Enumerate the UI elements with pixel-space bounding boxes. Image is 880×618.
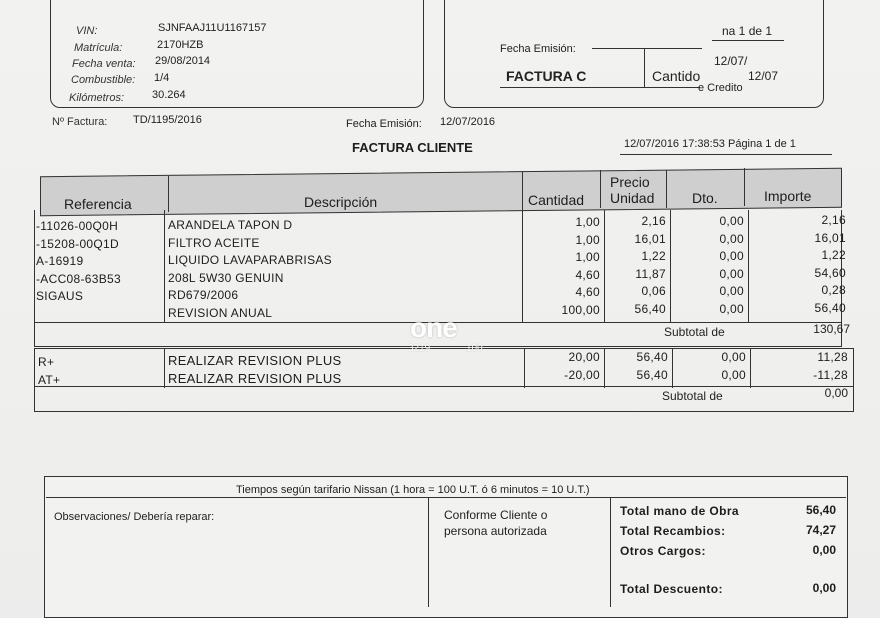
- fecha-venta-label: Fecha venta:: [72, 58, 136, 70]
- divider: [46, 497, 846, 498]
- cell-dto: 0,00: [719, 214, 744, 228]
- header-precio: Precio: [610, 174, 650, 190]
- matricula-label: Matrícula:: [74, 42, 123, 54]
- cell-cantidad: 1,00: [575, 232, 600, 247]
- divider: [744, 168, 745, 206]
- divider: [522, 210, 523, 322]
- credito-label: e Credito: [698, 82, 743, 94]
- cell-importe: 16,01: [814, 230, 846, 245]
- divider: [500, 87, 700, 88]
- vin-label: VIN:: [76, 25, 98, 37]
- cell-descripcion: REVISION ANUAL: [168, 305, 273, 320]
- cell-importe: 2,16: [821, 213, 846, 227]
- n-factura-label: Nº Factura:: [52, 116, 108, 128]
- subtotal-value-2: 0,00: [824, 386, 848, 400]
- total-label: Otros Cargos:: [620, 544, 706, 558]
- cell-cantidad: 100,00: [561, 302, 600, 317]
- vin-value: SJNFAAJ11U1167157: [158, 22, 267, 34]
- tiempos-note: Tiempos según tarifario Nissan (1 hora = 100 U.T. ó 6 minutos = 10 U.T.): [236, 484, 590, 496]
- n-factura-value: TD/1195/2016: [133, 114, 202, 126]
- header-referencia: Referencia: [64, 196, 132, 212]
- cell-importe: 0,28: [821, 283, 846, 297]
- divider: [748, 210, 749, 322]
- total-value: 0,00: [812, 581, 836, 595]
- watermark-right: 100: [466, 343, 483, 354]
- cell-cantidad: 20,00: [568, 350, 600, 364]
- cell-dto: 0,00: [719, 249, 744, 263]
- contado-label: Cantido: [652, 68, 701, 84]
- divider: [620, 154, 832, 155]
- cell-precio: 2,16: [641, 214, 666, 228]
- header-unidad: Unidad: [610, 190, 655, 206]
- table-header: [40, 168, 842, 216]
- divider: [164, 348, 165, 388]
- divider: [666, 170, 667, 208]
- cell-cantidad: 1,00: [575, 250, 600, 264]
- right-fecha-value-2: 12/07: [748, 69, 779, 83]
- divider: [672, 348, 673, 388]
- cell-referencia: A-16919: [36, 254, 84, 268]
- cell-precio: 1,22: [641, 249, 666, 263]
- cell-cantidad: 1,00: [575, 215, 600, 229]
- total-label: Total Recambios:: [620, 524, 726, 538]
- subtotal-label: Subtotal de: [664, 325, 725, 339]
- divider: [428, 497, 429, 607]
- cell-descripcion: REALIZAR REVISION PLUS: [168, 371, 342, 386]
- watermark-left: 3219: [408, 343, 431, 354]
- watermark-logo: one: [410, 312, 457, 343]
- divider: [164, 210, 165, 322]
- cell-descripcion: REALIZAR REVISION PLUS: [168, 353, 342, 368]
- km-value: 30.264: [152, 89, 186, 101]
- cell-referencia: SIGAUS: [36, 289, 84, 303]
- cell-dto: 0,00: [721, 368, 746, 382]
- page-title: FACTURA CLIENTE: [352, 140, 473, 155]
- datetime-page: 12/07/2016 17:38:53 Página 1 de 1: [624, 138, 796, 150]
- cell-dto: 0,00: [721, 350, 746, 364]
- page-of-label: na 1 de 1: [722, 24, 773, 38]
- divider: [168, 176, 169, 212]
- factura-type-label: FACTURA C: [506, 68, 587, 84]
- divider: [34, 386, 854, 387]
- observaciones-label: Observaciones/ Debería reparar:: [54, 511, 215, 523]
- total-label: Total mano de Obra: [620, 504, 739, 518]
- cell-referencia: R+: [38, 355, 55, 369]
- cell-dto: 0,00: [719, 301, 744, 316]
- cell-cantidad: -20,00: [564, 368, 600, 382]
- header-cantidad: Cantidad: [528, 192, 585, 208]
- cell-importe: -11,28: [813, 368, 848, 382]
- cell-referencia: -15208-00Q1D: [36, 236, 119, 251]
- cell-cantidad: 4,60: [575, 285, 600, 299]
- cell-importe: 1,22: [821, 248, 846, 262]
- conforme-line-1: Conforme Cliente o: [444, 508, 548, 522]
- cell-referencia: -11026-00Q0H: [36, 219, 119, 233]
- divider: [592, 48, 702, 49]
- cell-importe: 54,60: [814, 265, 846, 280]
- cell-referencia: -ACC08-63B53: [36, 271, 121, 286]
- cell-descripcion: LIQUIDO LAVAPARABRISAS: [168, 253, 332, 267]
- cell-importe: 56,40: [814, 300, 846, 315]
- cell-precio: 56,40: [636, 350, 668, 364]
- cell-descripcion: ARANDELA TAPON D: [168, 218, 293, 232]
- divider: [522, 172, 523, 210]
- cell-cantidad: 4,60: [575, 267, 600, 282]
- cell-dto: 0,00: [719, 231, 744, 246]
- right-fecha-label: Fecha Emisión:: [500, 43, 576, 55]
- subtotal-value: 130,67: [813, 322, 850, 336]
- divider: [610, 497, 611, 607]
- km-label: Kilómetros:: [69, 92, 125, 104]
- total-value: 0,00: [812, 543, 836, 557]
- divider: [644, 48, 645, 88]
- subtotal-label-2: Subtotal de: [662, 389, 723, 403]
- conforme-line-2: persona autorizada: [444, 524, 547, 538]
- total-value: 74,27: [805, 523, 836, 537]
- divider: [600, 170, 601, 208]
- divider: [604, 348, 605, 388]
- total-value: 56,40: [805, 503, 836, 517]
- header-importe: Importe: [764, 188, 812, 204]
- matricula-value: 2170HZB: [157, 39, 204, 51]
- divider: [524, 348, 525, 388]
- cell-dto: 0,00: [719, 284, 744, 298]
- combustible-label: Combustible:: [71, 74, 136, 86]
- cell-descripcion: 208L 5W30 GENUIN: [168, 270, 284, 285]
- cell-precio: 11,87: [635, 266, 666, 281]
- fecha-venta-value: 29/08/2014: [155, 55, 211, 67]
- fecha-emision-value: 12/07/2016: [440, 116, 496, 128]
- divider: [750, 348, 751, 388]
- right-fecha-value-1: 12/07/: [714, 54, 748, 68]
- cell-descripcion: RD679/2006: [168, 288, 239, 302]
- header-descripcion: Descripción: [304, 194, 378, 210]
- divider: [712, 40, 784, 41]
- cell-precio: 56,40: [636, 368, 668, 382]
- cell-referencia: AT+: [38, 373, 61, 387]
- cell-precio: 16,01: [634, 231, 666, 246]
- cell-importe: 11,28: [817, 350, 848, 364]
- cell-precio: 56,40: [634, 301, 666, 316]
- cell-descripcion: FILTRO ACEITE: [168, 235, 260, 250]
- cell-dto: 0,00: [719, 266, 744, 281]
- cell-precio: 0,06: [641, 284, 666, 298]
- header-dto: Dto.: [692, 190, 718, 206]
- fecha-emision-label: Fecha Emisión:: [346, 118, 422, 130]
- total-label: Total Descuento:: [620, 582, 723, 596]
- combustible-value: 1/4: [154, 72, 170, 84]
